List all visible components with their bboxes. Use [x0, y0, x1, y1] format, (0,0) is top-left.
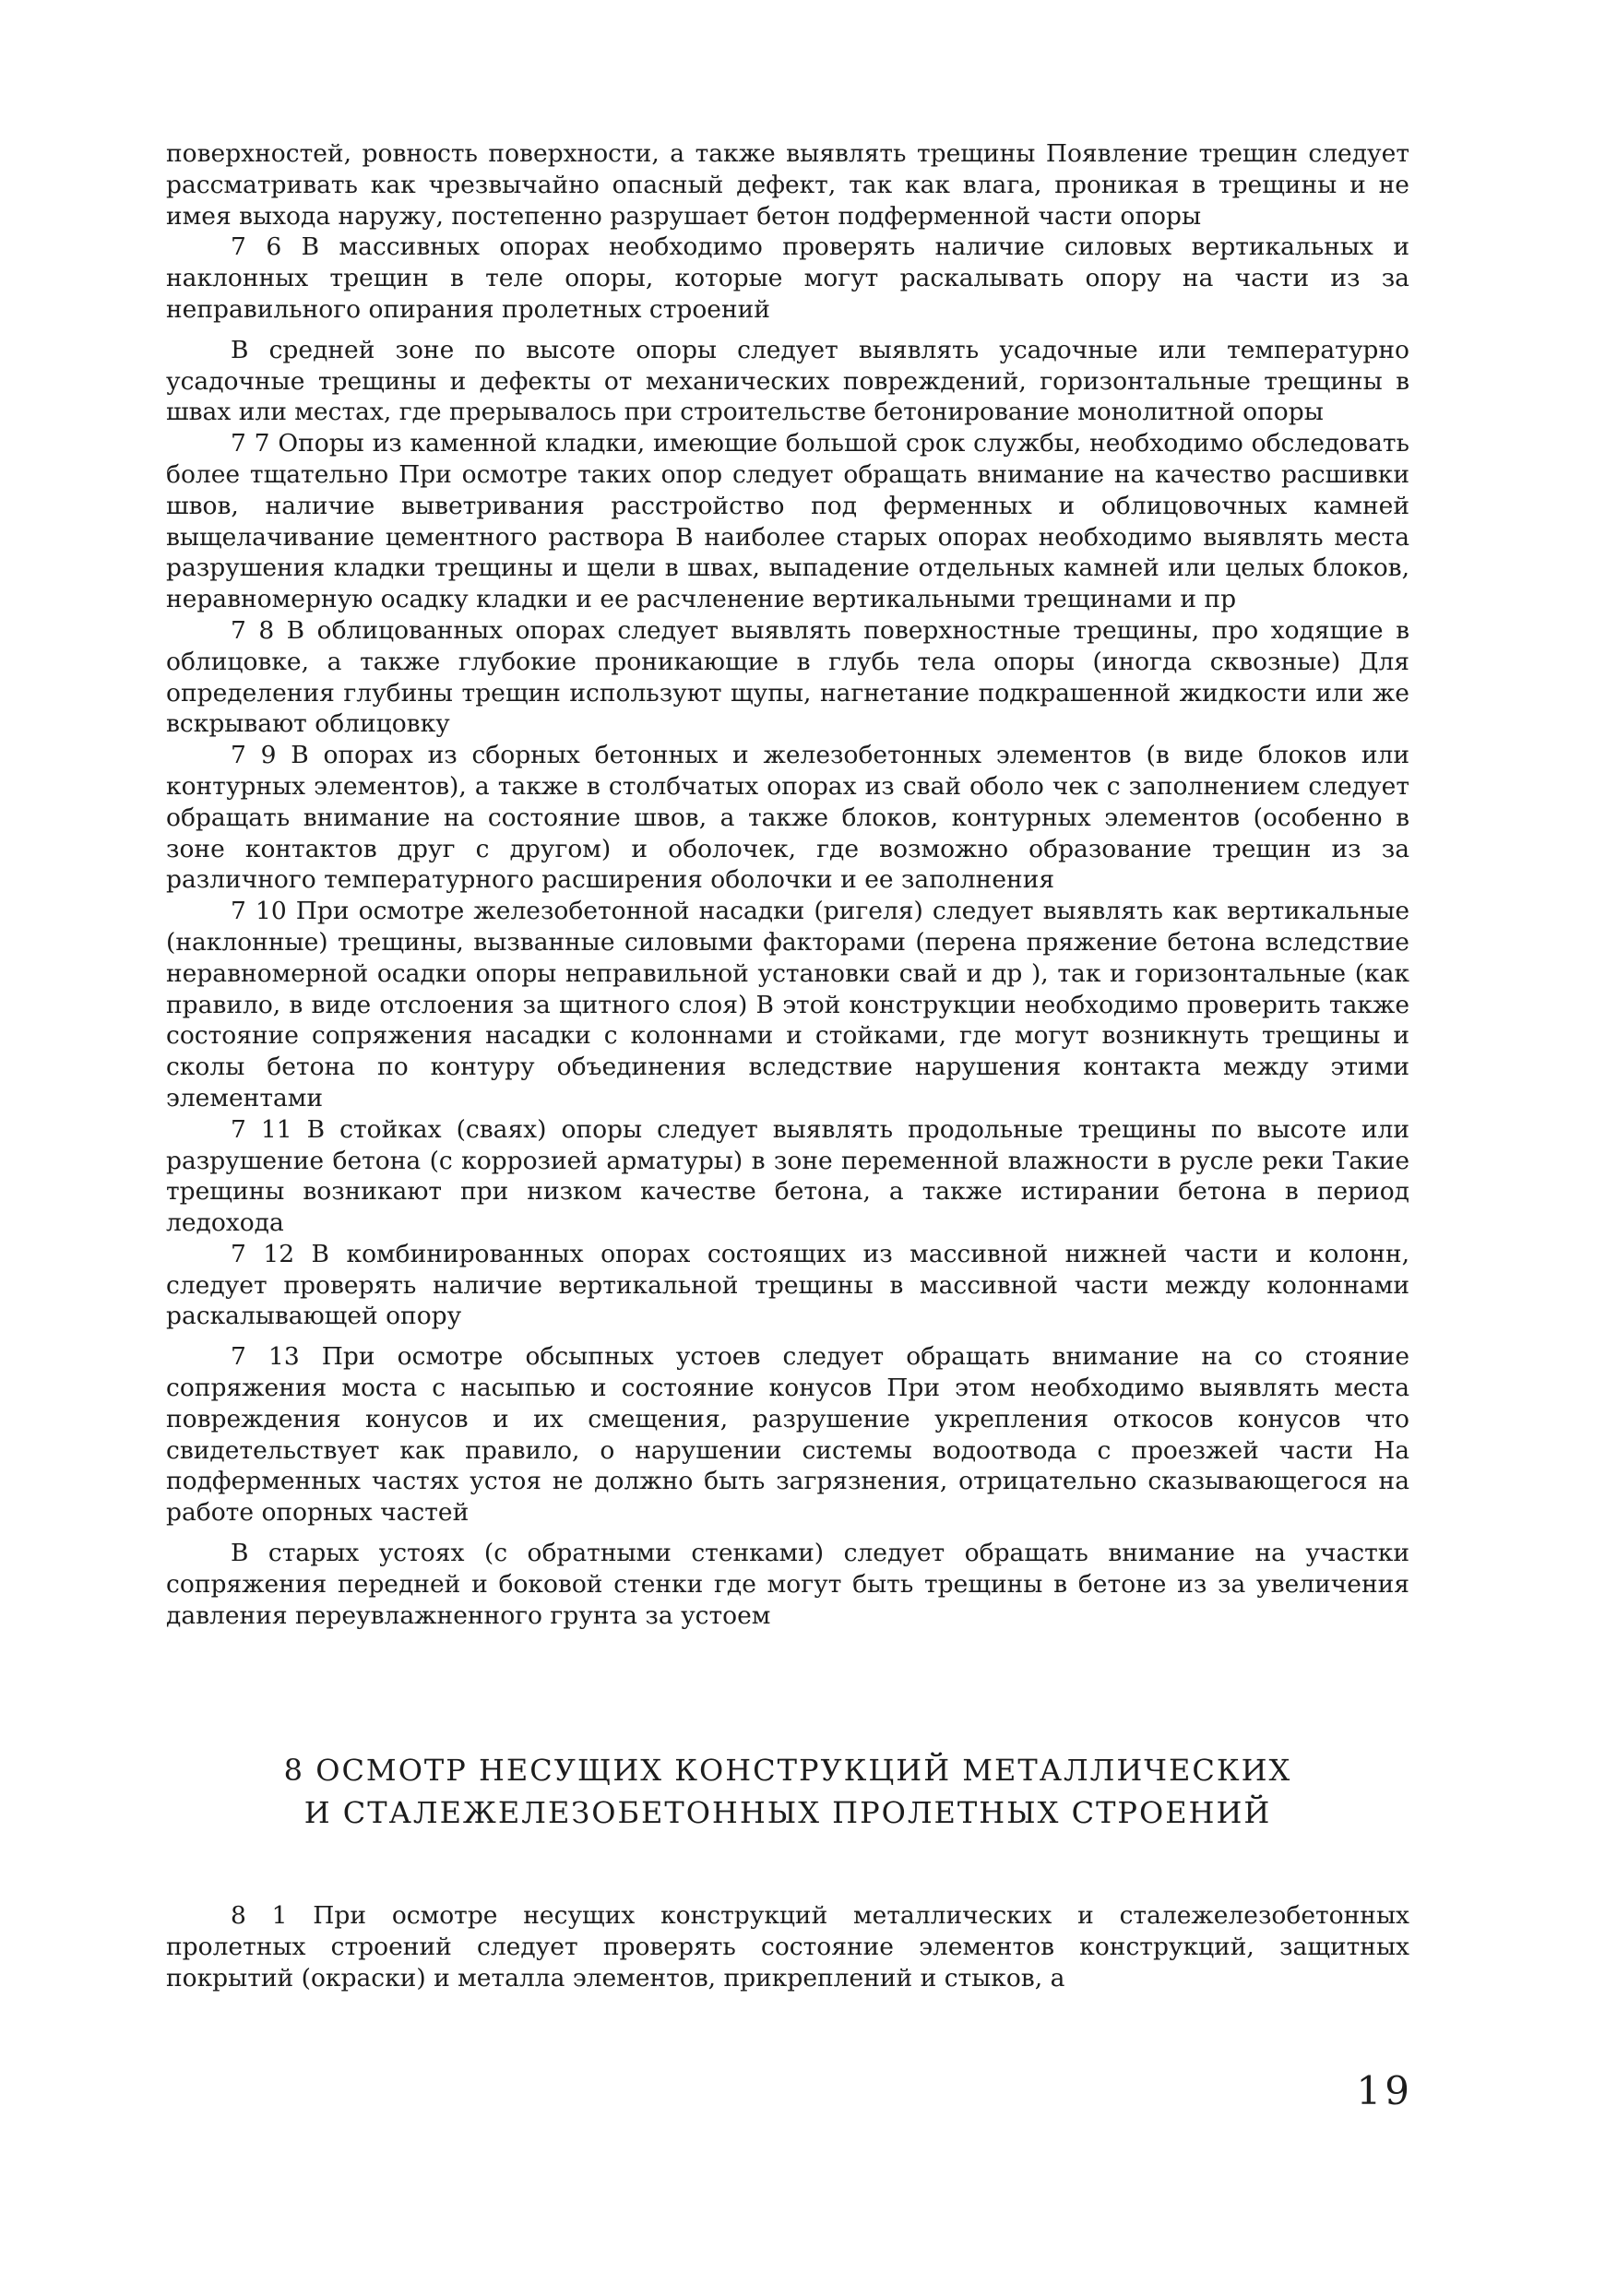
paragraph-7-9: 7 9 В опорах из сборных бетонных и железобетонных элементов (в виде блоков или контурных элементов), а также в столбчатых опорах из свай оболо чек с заполнением следует обращать внимание на состояние швов, а также блоков, контурных элементов (особенно в зоне контактов друг с другом) и оболочек, где возможно образование трещин из за различного температурного расширения оболочки и ее заполнения	[166, 741, 1409, 895]
paragraph-7-11: 7 11 В стойках (сваях) опоры следует выявлять продольные трещины по высоте или разрушение бетона (с коррозией арматуры) в зоне переменной влажности в русле реки Такие трещины возникают при низком качестве бетона, а также истирании бетона в период ледохода	[166, 1114, 1409, 1238]
paragraph-7-8: 7 8 В облицованных опорах следует выявлять поверхностные трещины, про ходящие в облицовке, а также глубокие проникающие в глубь тела опоры (иногда сквозные) Для определения глубины трещин используют щупы, нагнетание подкрашенной жидкости или же вскрывают облицовку	[166, 615, 1409, 739]
paragraph-7-6: 7 6 В массивных опорах необходимо проверять наличие силовых вертикальных и наклонных трещин в теле опоры, которые могут раскалывать опору на части из за неправильного опирания пролетных строений	[166, 232, 1409, 324]
page-number: 19	[1356, 2068, 1413, 2113]
paragraph-7-13: 7 13 При осмотре обсыпных устоев следует обращать внимание на со стояние сопряжения моста с насыпью и состояние конусов При этом необходимо выявлять места повреждения конусов и их смещения, разрушение укрепления откосов конусов что свидетельствует как правило, о нарушении системы водоотвода с проезжей части На подферменных частях устоя не должно быть загрязнения, отрицательно сказывающегося на работе опорных частей	[166, 1342, 1409, 1528]
paragraph-continued: поверхностей, ровность поверхности, а также выявлять трещины Появление трещин следует рассматривать как чрезвычайно опасный дефект, так как влага, проникая в трещины и не имея выхода наружу, постепенно разрушает бетон подферменной части опоры	[166, 139, 1409, 231]
paragraph-7-13-old-abutments: В старых устоях (с обратными стенками) следует обращать внимание на участки сопряжения передней и боковой стенки где могут быть трещины в бетоне из за увеличения давления переувлажненного грунта за устоем	[166, 1539, 1409, 1630]
paragraph-7-7: 7 7 Опоры из каменной кладки, имеющие большой срок службы, необходимо обследовать более тщательно При осмотре таких опор следует обращать внимание на качество расшивки швов, наличие выветривания расстройство под ферменных и облицовочных камней выщелачивание цементного раствора В наиболее старых опорах необходимо выявлять места разрушения кладки трещины и щели в швах, выпадение отдельных камней или целых блоков, неравномерную осадку кладки и ее расчленение вертикальными трещинами и пр	[166, 429, 1409, 614]
section-heading-line-1: 8 ОСМОТР НЕСУЩИХ КОНСТРУКЦИЙ МЕТАЛЛИЧЕСКИХ	[283, 1753, 1292, 1789]
paragraph-7-10: 7 10 При осмотре железобетонной насадки (ригеля) следует выявлять как вертикальные (наклонные) трещины, вызванные силовыми факторами (перена пряжение бетона вследствие неравномерной осадки опоры неправильной установки свай и др ), так и горизонтальные (как правило, в виде отслоения за щитного слоя) В этой конструкции необходимо проверить также состояние сопряжения насадки с колоннами и стойками, где могут возникнуть трещины и сколы бетона по контуру объединения вследствие нарушения контакта между этими элементами	[166, 897, 1409, 1112]
paragraph-8-1: 8 1 При осмотре несущих конструкций металлических и сталежелезобетонных пролетных строений следует проверять состояние элементов конструкций, защитных покрытий (окраски) и металла элементов, прикреплений и стыков, а	[166, 1901, 1409, 1993]
paragraph-7-6-middle-zone: В средней зоне по высоте опоры следует выявлять усадочные или температурно усадочные трещины и дефекты от механических повреждений, горизонтальные трещины в швах или местах, где прерывалось при строительстве бетонирование монолитной опоры	[166, 335, 1409, 427]
section-heading-line-2: И СТАЛЕЖЕЛЕЗОБЕТОННЫХ ПРОЛЕТНЫХ СТРОЕНИЙ	[303, 1795, 1272, 1831]
paragraph-7-12: 7 12 В комбинированных опорах состоящих из массивной нижней части и колонн, следует проверять наличие вертикальной трещины в массивной части между колоннами раскалывающей опору	[166, 1239, 1409, 1331]
section-heading	[166, 1749, 1409, 1834]
